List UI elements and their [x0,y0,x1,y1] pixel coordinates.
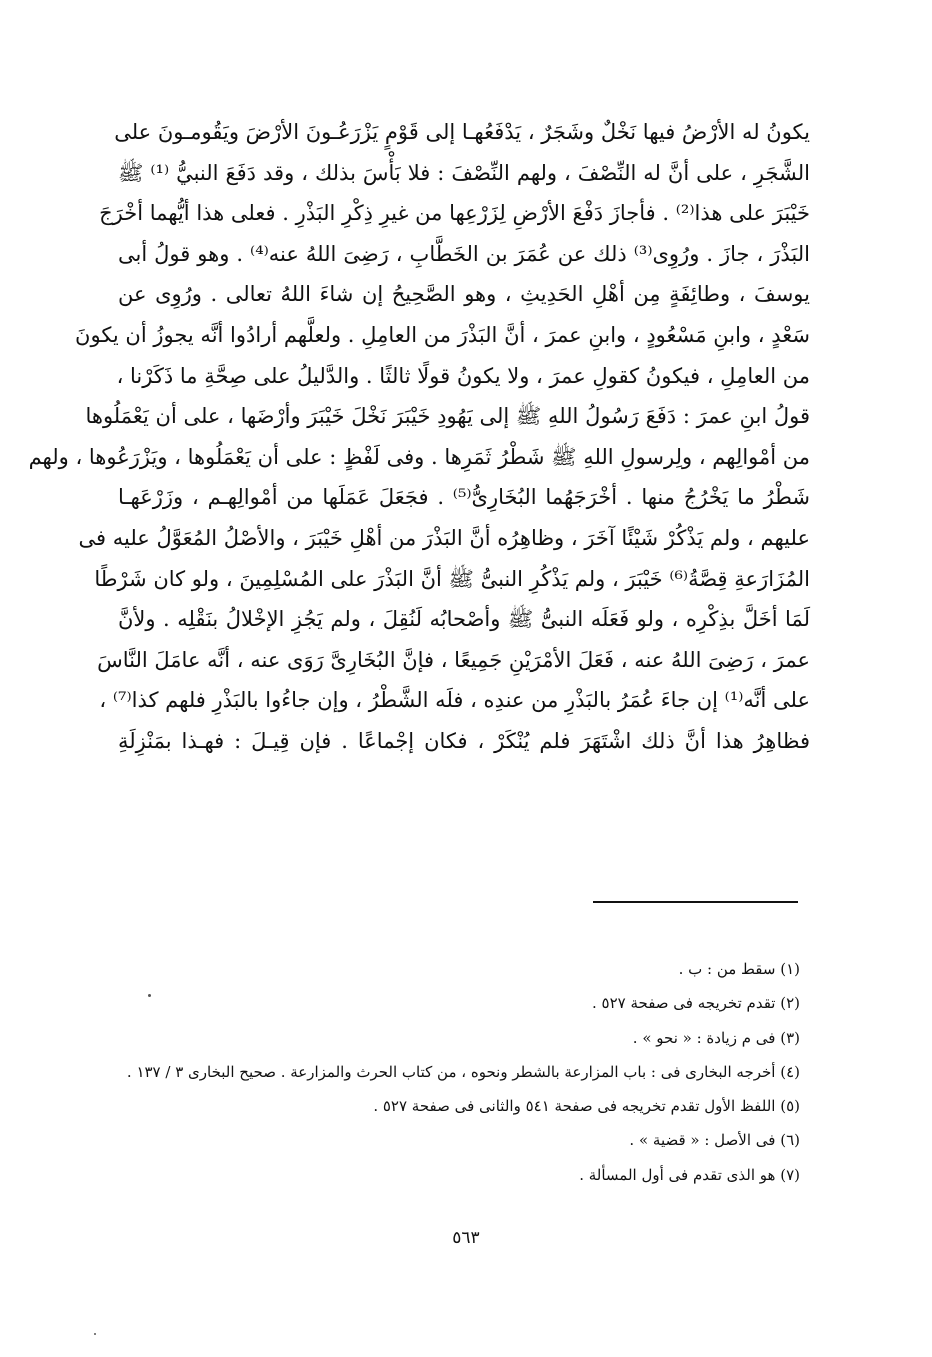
scan-speck [148,994,151,997]
footnote: (٢) تقدم تخريجه فى صفحة ٥٢٧ . [591,994,800,1013]
main-text-line: الشَّجَرِ ، على أنَّ له النِّصْفَ ، ولهم النِّصْفَ : فلا بَأْسَ بذلك ، وقد دَفَعَ النبيُّ ⁽¹⁾ ﷺ [118,160,810,185]
main-text-block [28,112,810,762]
footnote: (٤) أخرجه البخارى فى : باب المزارعة بالشطر ونحوه ، من كتاب الحرث والمزارعة . صحيح البخارى ٣ / ١٣٧ . [126,1062,800,1081]
main-text-line: سَعْدٍ ، وابنِ مَسْعُودٍ ، وابنِ عمرَ ، أنَّ البَذْرَ من العامِلِ . ولعلَّهم أرادُوا أنَّه يجوزُ أن يكونَ [75,322,810,347]
main-text-line: على أنَّه⁽¹⁾ إن جاءَ عُمَرُ بالبَذْرِ من عندِه ، فلَه الشَّطْرُ ، وإن جاءُوا بالبَذْرِ فلهم كذا⁽⁷⁾ ، [99,688,810,713]
main-text-line: من العامِلِ ، فيكونُ كقولِ عمرَ ، ولا يكونُ قولًا ثالثًا . والدَّليلُ على صِحَّةِ ما ذَكَرْنا ، [116,363,810,388]
footnote-separator [593,901,798,903]
main-text-line: شَطْرُ ما يَخْرُجُ منها . أخْرَجَهُما البُخَارِىُّ⁽⁵⁾ . فجَعَلَ عَمَلَها من أمْوالِهـم ، وزَرْعَهـا [118,485,810,510]
footnote: (٦) فى الأصل : « قضية » . [629,1131,800,1150]
footnote: (٣) فى م زيادة : « نحو » . [632,1028,800,1047]
main-text-line: يوسفَ ، وطائِفَةٍ مِن أهْلِ الحَدِيثِ ، وهو الصَّحِيحُ إن شاءَ اللهُ تعالى . ورُوِى عن [118,282,810,307]
main-text-line: عمرَ ، رَضِىَ اللهُ عنه ، فَعَلَ الأمْرَيْنِ جَمِيعًا ، فإنَّ البُخَارِىَّ رَوَى عنه ، أنَّه عامَلَ النَّاسَ [97,647,810,672]
main-text-line: فظاهِرُ هذا أنَّ ذلك اشْتَهَرَ فلم يُنْكَرْ ، فكان إجْماعًا . فإن قِيـلَ : فهـذا بمَنْزِلَةِ [118,728,810,753]
main-text-line: المُزَارَعةِ قِصَّةُ⁽⁶⁾ خَيْبَرَ ، ولم يَذْكُرِ النبىُّ ﷺ أنَّ البَذْرَ على المُسْلِمِينَ ، ولو كان شَرْطًا [94,566,810,591]
footnote: (١) سقط من : ب . [678,960,800,978]
footnotes-block [120,952,800,1192]
main-text-line: من أمْوالِهم ، ولِرسولِ اللهِ ﷺ شَطْرُ ثَمَرِها . وفى لَفْظٍ : على أن يَعْمَلُوها ، ويَزْرَعُوها ، ولهم [28,444,810,469]
footnote: (٧) هو الذى تقدم فى أول المسألة . [579,1165,800,1184]
page-number: ٥٦٣ [452,1228,480,1248]
main-text-line: لَمَا أخَلَّ بذِكْرِه ، ولو فَعَلَه النبىُّ ﷺ وأصْحابُه لَنُقِلَ ، ولم يَجُزِ الإخْلالُ بنَقْلِه . ولأنَّ [118,607,810,632]
main-text-line: يكونُ له الأرْضُ فيها نَخْلٌ وشَجَرٌ ، يَدْفَعُهـا إلى قَوْمٍ يَزْرَعُـونَ الأرْضَ ويَقُومـونَ على [114,120,810,144]
footnote: (٥) اللفظ الأول تقدم تخريجه فى صفحة ٥٤١ والثانى فى صفحة ٥٢٧ . [373,1097,800,1116]
scan-speck [94,1333,96,1335]
main-text-line: عليهم ، ولم يَذْكُرْ شَيْئًا آخَرَ ، وظاهِرُه أنَّ البَذْرَ من أهْلِ خَيْبَرَ ، والأصْلُ المُعَوَّلُ عليه فى [78,525,810,550]
main-text-line: قولُ ابنِ عمرَ : دَفَعَ رَسُولُ اللهِ ﷺ إلى يَهُودِ خَيْبَرَ نَخْلَ خَيْبَرَ وأرْضَها ، على أن يَعْمَلُوها [85,404,810,429]
main-text-line: خَيْبَرَ على هذا⁽²⁾ . فأجازَ دَفْعَ الأرْضِ لِزَرْعِها من غيرِ ذِكْرِ البَذْرِ . فعلى هذا أيُّهما أخْرَجَ [99,201,810,226]
main-text-line: البَذْرَ ، جازَ . ورُوِى⁽³⁾ ذلك عن عُمَرَ بن الخَطَّابِ ، رَضِىَ اللهُ عنه⁽⁴⁾ . وهو قولُ أبى [118,241,810,266]
